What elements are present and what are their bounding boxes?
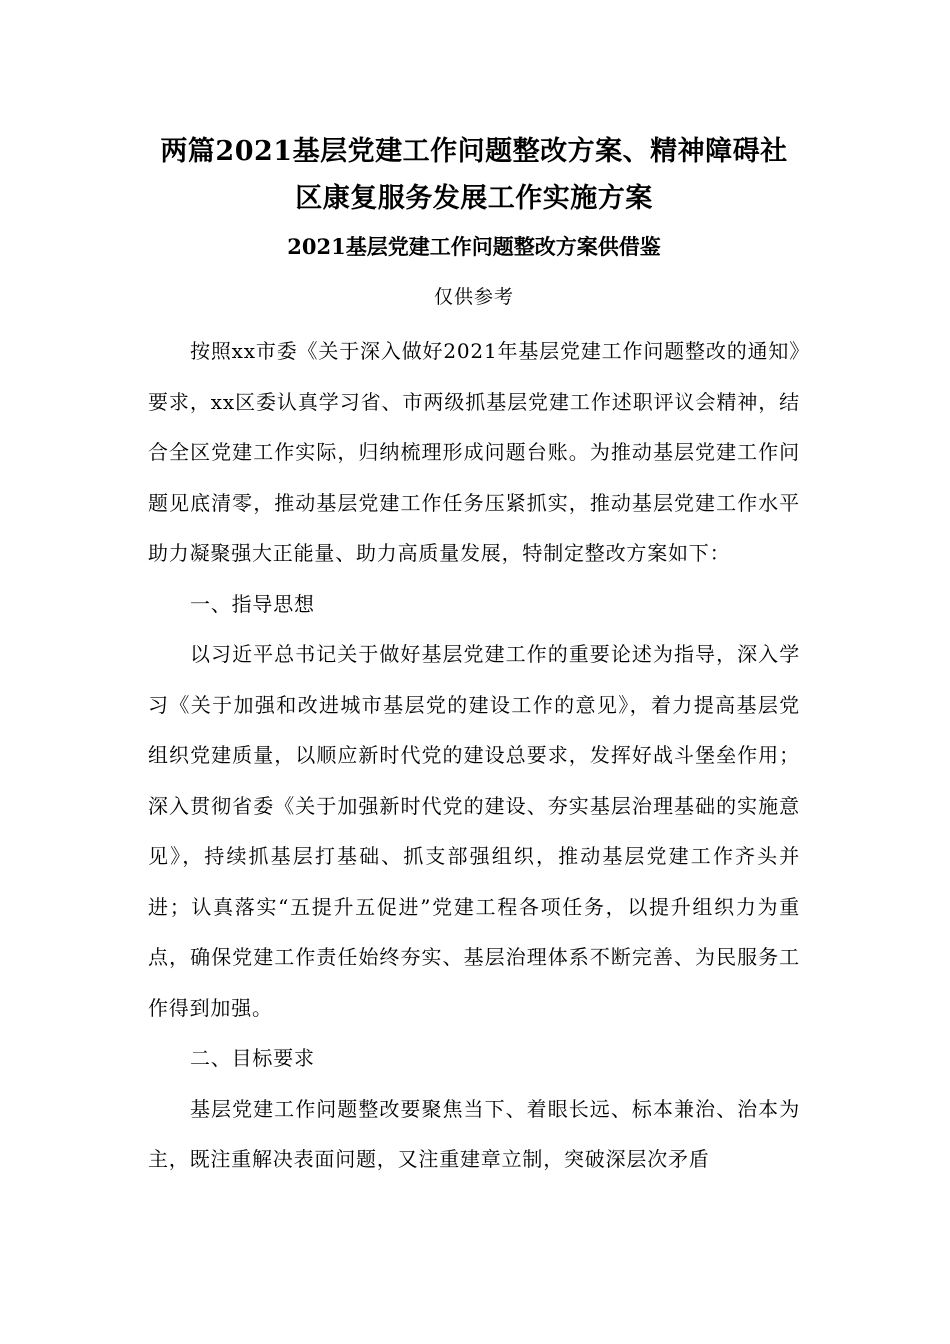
- section-heading-guiding-ideology: 一、指导思想: [190, 591, 315, 616]
- document-title: 两篇2021基层党建工作问题整改方案、精神障碍社区康复服务发展工作实施方案: [160, 136, 788, 214]
- intro-paragraph: 按照xx市委《关于深入做好2021年基层党建工作问题整改的通知》要求，xx区委认真学习省、市两级抓基层党建工作述职评议会精神，结合全区党建工作实际，归纳梳理形成问题台账。为推动基层党建工作问题见底清零，推动基层党建工作任务压紧抓实，推动基层党建工作水平助力凝聚强大正能量、助力高质量发展，特制定整改方案如下：: [148, 339, 800, 565]
- reference-note: 仅供参考: [433, 286, 514, 308]
- section-body-objectives: 基层党建工作问题整改要聚焦当下、着眼长远、标本兼治、治本为主，既注重解决表面问题，又注重建章立制，突破深层次矛盾: [148, 1096, 800, 1171]
- section-heading-objectives: 二、目标要求: [190, 1046, 315, 1070]
- document-subtitle: 2021基层党建工作问题整改方案供借鉴: [287, 234, 661, 259]
- section-body-guiding-ideology: 以习近平总书记关于做好基层党建工作的重要论述为指导，深入学习《关于加强和改进城市基层党的建设工作的意见》，着力提高基层党组织党建质量，以顺应新时代党的建设总要求，发挥好战斗堡垒作用；深入贯彻省委《关于加强新时代党的建设、夯实基层治理基础的实施意见》，持续抓基层打基础、抓支部强组织，推动基层党建工作齐头并进；认真落实“五提升五促进”党建工程各项任务，以提升组织力为重点，确保党建工作责任始终夯实、基层治理体系不断完善、为民服务工作得到加强。: [148, 642, 800, 1020]
